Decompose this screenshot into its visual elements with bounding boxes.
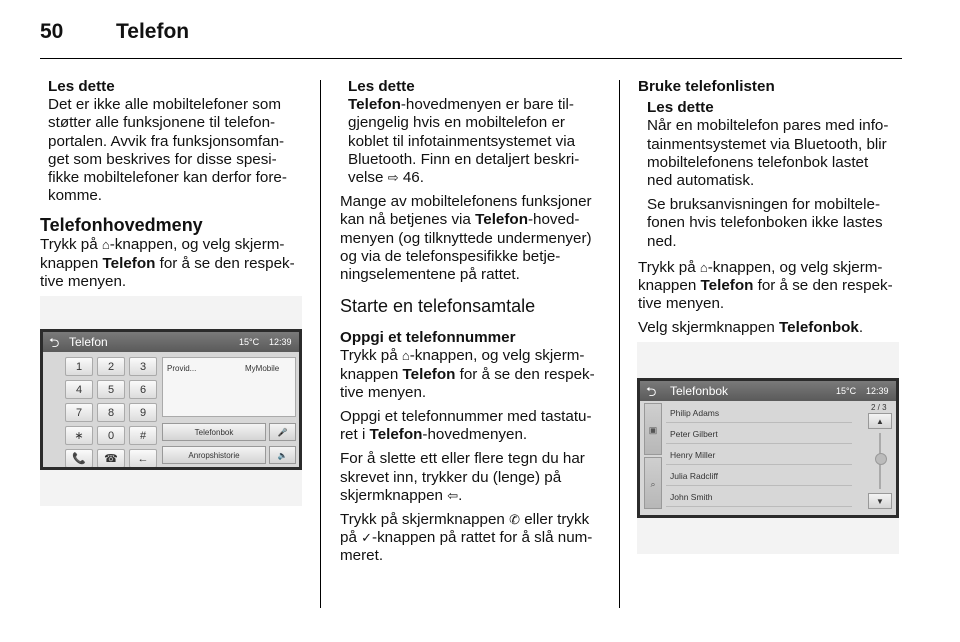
note-box [340,78,612,187]
keypad-key[interactable]: 5 [97,380,125,399]
temperature: 15°C [239,337,260,347]
contact-row[interactable]: John Smith [666,487,852,507]
paragraph-line: Trykk på ⌂-knappen, og velg skjerm- [340,347,585,365]
paragraph-line: Trykk på ⌂-knappen, og velg skjerm- [40,236,285,254]
note-line: koblet til infotainmentsystemet via [348,132,576,150]
paragraph-line: menyen (og tilknyttede undermenyer) [340,229,592,247]
contact-row[interactable]: Henry Miller [666,445,852,465]
call-history-button[interactable]: Anropshistorie [162,446,266,464]
paragraph-line: kan nå betjenes via Telefon-hoved- [340,211,580,229]
section-heading: Telefonhovedmeny [40,215,203,236]
paragraph-line: ret i Telefon-hovedmenyen. [340,426,528,444]
arrow-reference-icon: ⇨ [387,170,399,186]
mute-icon[interactable]: 🎤 [269,423,296,441]
keypad-key[interactable]: 3 [129,357,157,376]
phonebook-button[interactable]: Telefonbok [162,423,266,441]
steering-call-icon: ✓ [361,530,373,546]
header-rule [40,58,902,59]
contact-row[interactable]: Philip Adams [666,403,852,423]
keypad-key[interactable]: ∗ [65,426,93,445]
column-divider-2 [619,80,620,608]
section-heading: Starte en telefonsamtale [340,296,536,317]
paragraph-line: tive menyen. [340,383,427,401]
note-line: portalen. Avvik fra funksjonsomfan- [48,132,285,150]
note-line: ned automatisk. [647,172,755,190]
paragraph-line: Trykk på skjermknappen ✆ eller trykk [340,511,590,529]
screen-phone-menu [40,329,302,470]
note-line: tainmentsystemet via Bluetooth, blir [647,135,887,153]
note-line: gjengelig hvis en mobiltelefon er [348,114,565,132]
status-bar [640,381,896,401]
keypad-key[interactable]: 0 [97,426,125,445]
note-line: Se bruksanvisningen for mobiltele- [647,196,880,214]
subheading: Oppgi et telefonnummer [340,329,516,347]
page-title: Telefon [116,20,190,43]
keypad-key[interactable]: 9 [129,403,157,422]
note-line: Når en mobiltelefon pares med info- [647,117,889,135]
keypad-key[interactable]: # [129,426,157,445]
home-icon: ⌂ [101,237,110,253]
paragraph-line: Mange av mobiltelefonens funksjoner [340,193,592,211]
speaker-icon[interactable]: 🔈 [269,446,296,464]
note-title: Les dette [647,99,714,117]
back-arrow-icon[interactable]: ⮌ [646,384,657,399]
paragraph-line: Velg skjermknappen Telefonbok. [638,319,864,337]
column-3 [638,78,902,338]
paragraph-line: Oppgi et telefonnummer med tastatu- [340,408,592,426]
paragraph-line: knappen Telefon for å se den respek- [40,254,295,272]
provider-label: Provid... [167,364,197,373]
scroll-down-button[interactable]: ▼ [868,493,892,509]
keypad-key[interactable]: 2 [97,357,125,376]
scrollbar-thumb[interactable] [875,453,887,465]
screen-title: Telefonbok [670,384,729,398]
device-panel [162,357,296,417]
note-line: Det er ikke alle mobiltelefoner som [48,96,281,114]
contact-row[interactable]: Peter Gilbert [666,424,852,444]
note-line: Bluetooth. Finn en detaljert beskri- [348,150,580,168]
paragraph-line: meret. [340,547,384,565]
clock: 12:39 [269,337,292,347]
paragraph-line: tive menyen. [40,272,127,290]
note-line: velse ⇨ 46. [348,169,424,187]
backspace-key[interactable]: ← [129,449,157,468]
paragraph-line: For å slette ett eller flere tegn du har [340,450,585,468]
back-arrow-icon[interactable]: ⮌ [49,335,60,350]
keypad-key[interactable]: 7 [65,403,93,422]
note-title: Les dette [348,78,415,95]
hangup-key[interactable]: ☎ [97,449,125,468]
keypad-key[interactable]: 8 [97,403,125,422]
note-line: ned. [647,232,677,250]
phone-icon: ✆ [509,512,521,528]
page-number: 50 [40,20,64,43]
keypad-key[interactable]: 4 [65,380,93,399]
paragraph-line: ningselementene på rattet. [340,266,520,284]
temperature: 15°C [836,386,857,396]
note-line: fonen hvis telefonboken ikke lastes [647,214,883,232]
paragraph-line: og via de telefonspesifikke betje- [340,247,561,265]
figure-phone-menu [40,296,302,506]
note-line: get som beskrives for disse spesi- [48,150,277,168]
keypad-key[interactable]: 1 [65,357,93,376]
clock: 12:39 [866,386,889,396]
screen-title: Telefon [69,335,108,349]
note-line: Telefon-hovedmenyen er bare til- [348,96,574,114]
figure-phonebook [637,342,899,554]
call-key[interactable]: 📞 [65,449,93,468]
paragraph-line: knappen Telefon for å se den respek- [340,365,595,383]
paragraph-line: Trykk på ⌂-knappen, og velg skjerm- [638,258,883,276]
device-label: MyMobile [245,364,280,373]
paragraph-line: tive menyen. [638,295,725,313]
paragraph-line: skrevet inn, trykker du (lenge) på [340,468,562,486]
note-line: komme. [48,187,103,205]
note-box [40,78,310,205]
page-indicator: 2 / 3 [871,403,887,412]
home-icon: ⌂ [401,348,410,364]
keypad-key[interactable]: 6 [129,380,157,399]
section-heading: Bruke telefonlisten [638,78,775,95]
status-bar [43,332,299,352]
search-icon[interactable]: ⌕ [644,457,662,509]
column-1 [40,78,310,291]
column-divider-1 [320,80,321,608]
paragraph-line: knappen Telefon for å se den respek- [638,277,893,295]
note-box [638,99,902,251]
contacts-tab-icon[interactable]: ▣ [644,403,662,455]
screen-phonebook [637,378,899,518]
paragraph-line: på ✓-knappen på rattet for å slå num- [340,529,593,547]
note-line: fikke mobiltelefoner kan derfor fore- [48,169,287,187]
note-title: Les dette [48,78,115,95]
home-icon: ⌂ [699,259,708,275]
contact-row[interactable]: Julia Radcliff [666,466,852,486]
scroll-up-button[interactable]: ▲ [868,413,892,429]
note-line: støtter alle funksjonene til telefon- [48,114,276,132]
paragraph-line: skjermknappen ⇦. [340,486,463,504]
note-line: mobiltelefonens telefonbok lastet [647,153,869,171]
backspace-icon: ⇦ [447,487,459,503]
column-2 [340,78,612,566]
